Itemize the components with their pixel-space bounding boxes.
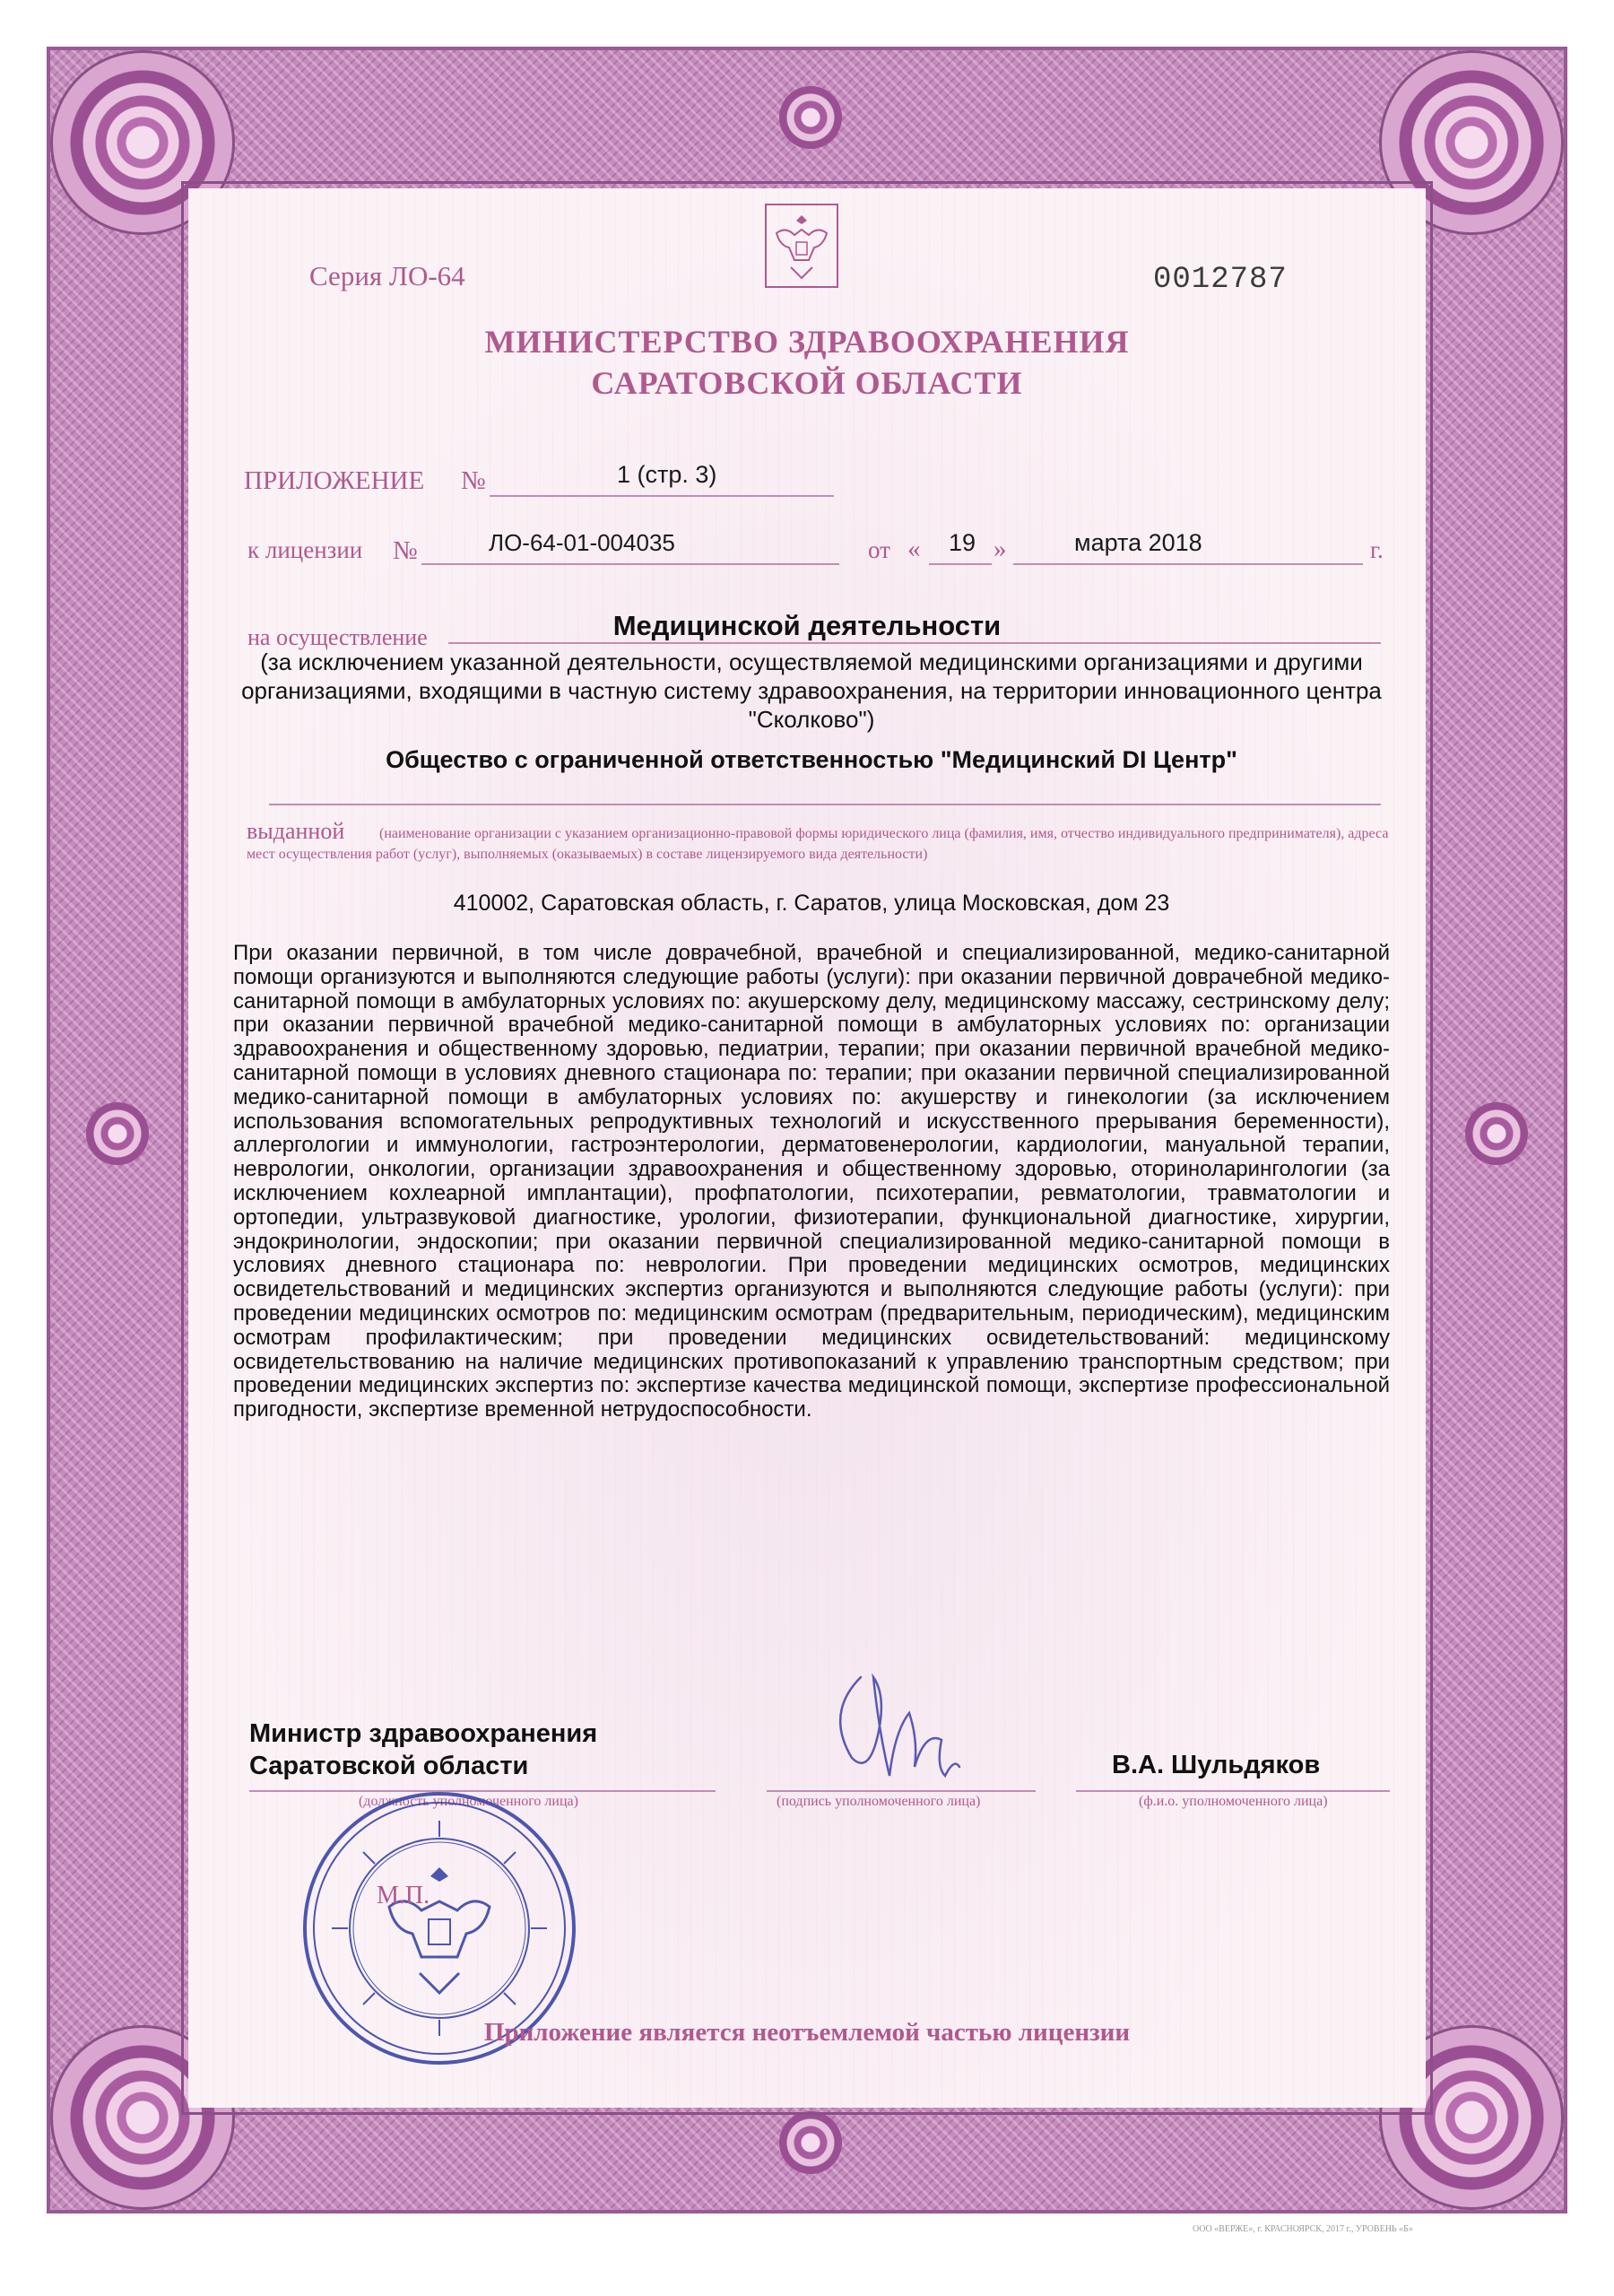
- side-rosette-icon: [779, 86, 842, 149]
- position-line1: Министр здравоохранения: [249, 1719, 598, 1748]
- organization-underline: [269, 804, 1381, 805]
- ministry-title-line2: САРАТОВСКОЙ ОБЛАСТИ: [591, 365, 1023, 401]
- day-underline: [929, 563, 992, 565]
- month-year-underline: [1013, 563, 1363, 565]
- appendix-value: 1 (стр. 3): [617, 461, 717, 488]
- organization-address: 410002, Саратовская область, г. Саратов, улица Московская, дом 23: [453, 891, 1170, 916]
- appendix-underline: [490, 495, 834, 497]
- blank-number: 0012787: [1153, 263, 1288, 297]
- signatory-name: В.А. Шульдяков: [1112, 1751, 1321, 1779]
- signatory-position: [249, 1718, 597, 1782]
- license-no-label: №: [393, 536, 418, 565]
- license-number-underline: [421, 563, 839, 565]
- year-suffix: г.: [1370, 536, 1384, 563]
- activity-underline: [448, 642, 1381, 644]
- handwritten-signature-icon: [807, 1641, 995, 1821]
- appendix-label: ПРИЛОЖЕНИЕ: [244, 466, 425, 495]
- activity-label: на осуществление: [247, 624, 428, 650]
- services-list: При оказании первичной, в том числе доврачебной, врачебной и специализированной, медико-санитарной помощи организуются и выполняются следующие работы (услуги): при оказании первичной доврачебной медико-санитарной помощи в амбулаторных условиях по: акушерскому делу, медицинскому массажу, сестринскому делу; при оказании первичной врачебной медико-санитарной помощи в амбулаторных условиях по: организации здравоохранения и общественному здоровью, педиатрии, терапии; при оказании первичной врачебной медико-санитарной помощи в условиях дневного стационара по: терапии; при оказании первичной специализированной медико-санитарной помощи в амбулаторных условиях по: акушерству и гинекологии (за исключением использования вспомогательных репродуктивных технологий и искусственного прерывания беременности), аллергологии и иммунологии, гастроэнтерологии, дерматовенерологии, кардиологии, мануальной терапии, неврологии, онкологии, организации здравоохранения и общественному здоровью, оториноларингологии (за исключением кохлеарной имплантации), профпатологии, психотерапии, ревматологии, травматологии и ортопедии, ультразвуковой диагностике, урологии, физиотерапии, функциональной диагностике, хирургии, эндокринологии, эндоскопии; при оказании первичной специализированной медико-санитарной помощи в условиях дневного стационара по: неврологии. При проведении медицинских осмотров, медицинских освидетельствований и медицинских экспертиз организуются и выполняются следующие работы (услуги): при проведении медицинских осмотров по: медицинским осмотрам (предварительным, периодическим), медицинским осмотрам профилактическим; при проведении медицинских освидетельствований: медицинскому освидетельствованию на наличие медицинских противопоказаний к управлению транспортным средством; при проведении медицинских экспертиз по: экспертизе качества медицинской помощи, экспертизе профессиональной пригодности, экспертизе временной нетрудоспособности.: [233, 941, 1390, 1422]
- side-rosette-icon: [779, 2111, 842, 2174]
- issued-label: выданной: [247, 818, 345, 844]
- position-line2: Саратовской области: [249, 1752, 529, 1780]
- appendix-no-label: №: [461, 466, 486, 495]
- seal-place-mark: М.П.: [377, 1882, 430, 1909]
- issued-caption: (наименование организации с указанием организационно-правовой формы юридического лица (фамилия, имя, отчество индивидуального предпринимателя), адреса мест осуществления работ (услуг), выполняемых (оказываемых) в составе лицензируемого вида деятельности): [247, 826, 1389, 862]
- name-caption: (ф.и.о. уполномоченного лица): [1139, 1794, 1328, 1809]
- coat-of-arms-icon: [764, 203, 839, 289]
- footer-note: Приложение является неотъемлемой частью лицензии: [483, 2018, 1131, 2047]
- date-close-quote: »: [994, 535, 1007, 563]
- side-rosette-icon: [1465, 1102, 1528, 1165]
- license-label: к лицензии: [247, 536, 363, 563]
- series-label: Серия ЛО-64: [309, 260, 465, 291]
- name-underline: [1076, 1790, 1390, 1792]
- activity-note: (за исключением указанной деятельности, осуществляемой медицинскими организациями и другими организациями, входящими в частную систему здравоохранения, на территории инновационного центра "Сколково"): [241, 648, 1382, 733]
- position-caption: (должность уполномоченного лица): [359, 1794, 578, 1809]
- license-day: 19: [949, 529, 976, 556]
- printer-imprint: ООО «ВЕРЖЕ», г. КРАСНОЯРСК, 2017 г., УРОВЕНЬ «Б»: [1193, 2224, 1413, 2234]
- ministry-title-line1: МИНИСТЕРСТВО ЗДРАВООХРАНЕНИЯ: [484, 324, 1130, 360]
- activity-title: Медицинской деятельности: [612, 610, 1002, 641]
- license-month-year: марта 2018: [1074, 529, 1202, 556]
- organization-name: Общество с ограниченной ответственностью "Медицинский DI Центр": [386, 746, 1237, 773]
- license-number: ЛО-64-01-004035: [489, 529, 675, 556]
- signature-caption: (подпись уполномоченного лица): [777, 1794, 981, 1809]
- date-open-quote: «: [907, 535, 921, 563]
- side-rosette-icon: [86, 1102, 149, 1165]
- date-from-label: от: [868, 536, 890, 563]
